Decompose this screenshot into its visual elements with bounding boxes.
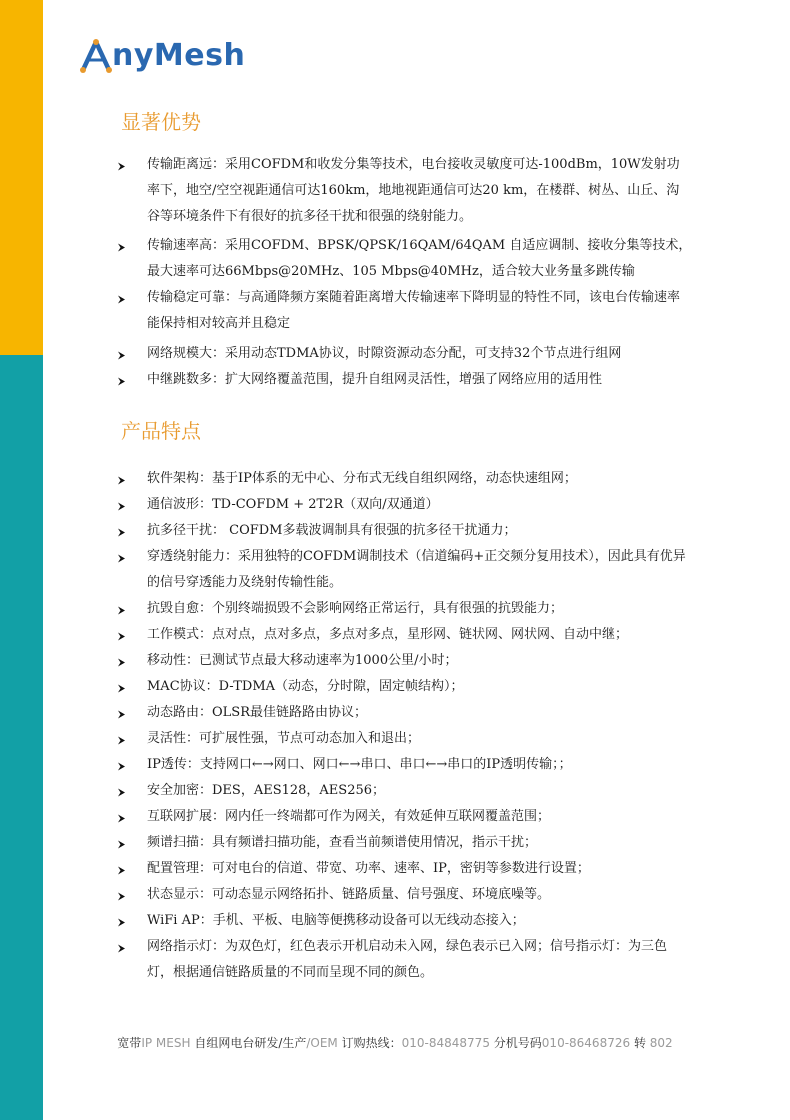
list-item-text: 工作模式：点对点，点对多点，多点对多点，星形网、链状网、网状网、自动中继；	[147, 627, 629, 642]
bullet-arrow-icon	[117, 788, 126, 797]
list-item-text: 通信波形：TD-COFDM + 2T2R（双向/双通道）	[147, 497, 439, 512]
list-item-text: 网络规模大：采用动态TDMA协议，时隙资源动态分配，可支持32个节点进行组网	[147, 346, 622, 361]
list-item	[117, 152, 692, 230]
bullet-arrow-icon	[117, 840, 126, 849]
bullet-arrow-icon	[117, 554, 126, 563]
bullet-arrow-icon	[117, 243, 126, 252]
list-item-text: 软件架构：基于IP体系的无中心、分布式无线自组织网络，动态快速组网；	[147, 471, 577, 486]
list-item	[117, 778, 692, 804]
list-item-text: 互联网扩展：网内任一终端都可作为网关，有效延伸互联网覆盖范围；	[147, 809, 551, 824]
footer-part: 宽带	[117, 1036, 142, 1050]
list-item	[117, 544, 692, 596]
list-item	[117, 908, 692, 934]
bullet-arrow-icon	[117, 528, 126, 537]
brand-logo	[80, 34, 245, 76]
side-bar-teal	[0, 355, 43, 1120]
bullet-arrow-icon	[117, 658, 126, 667]
list-item	[117, 882, 692, 908]
list-item-text: 灵活性：可扩展性强，节点可动态加入和退出；	[147, 731, 421, 746]
footer-part: 分机号码	[493, 1036, 542, 1050]
bullet-arrow-icon	[117, 351, 126, 360]
list-item-text: 传输稳定可靠：与高通降频方案随着距离增大传输速率下降明显的特性不同，该电台传输速率能保持相对较高并且稳定	[147, 290, 681, 331]
list-item	[117, 648, 692, 674]
bullet-arrow-icon	[117, 295, 126, 304]
list-item-text: 状态显示：可动态显示网络拓扑、链路质量、信号强度、环境底噪等。	[147, 887, 551, 902]
list-item	[117, 726, 692, 752]
bullet-arrow-icon	[117, 918, 126, 927]
logo-text: nyMesh	[112, 37, 246, 73]
footer-part: 自组网电台研发/生产	[194, 1036, 307, 1050]
footer-part: 转	[633, 1036, 646, 1050]
mesh-a-logo-icon	[80, 37, 114, 73]
list-item-text: 中继跳数多：扩大网络覆盖范围，提升自组网灵活性，增强了网络应用的适用性	[147, 372, 603, 387]
bullet-arrow-icon	[117, 684, 126, 693]
list-item-text: 网络指示灯：为双色灯，红色表示开机启动未入网，绿色表示已入网；信号指示灯：为三色灯，根据通信链路质量的不同而呈现不同的颜色。	[147, 939, 668, 980]
bullet-arrow-icon	[117, 502, 126, 511]
side-bar-yellow	[0, 0, 43, 355]
footer-part: /OEM	[306, 1036, 338, 1050]
bullet-arrow-icon	[117, 944, 126, 953]
list-item-text: WiFi AP：手机、平板、电脑等便携移动设备可以无线动态接入；	[147, 913, 525, 928]
list-item	[117, 622, 692, 648]
list-item	[117, 934, 692, 986]
list-item-text: 频谱扫描：具有频谱扫描功能，查看当前频谱使用情况，指示干扰；	[147, 835, 538, 850]
list-item	[117, 492, 692, 518]
list-item	[117, 804, 692, 830]
bullet-arrow-icon	[117, 476, 126, 485]
features-list	[117, 466, 692, 986]
bullet-arrow-icon	[117, 632, 126, 641]
footer-part: 订购热线：	[341, 1036, 402, 1050]
bullet-arrow-icon	[117, 736, 126, 745]
list-item	[117, 341, 692, 367]
bullet-arrow-icon	[117, 606, 126, 615]
bullet-arrow-icon	[117, 762, 126, 771]
list-item-text: 抗毁自愈：个别终端损毁不会影响网络正常运行，具有很强的抗毁能力；	[147, 601, 564, 616]
footer-part: 802	[649, 1036, 673, 1050]
list-item	[117, 466, 692, 492]
list-item-text: IP透传：支持网口←→网口、网口←→串口、串口←→串口的IP透明传输；；	[147, 757, 572, 772]
bullet-arrow-icon	[117, 866, 126, 875]
section-title-features: 产品特点	[121, 419, 201, 443]
list-item	[117, 285, 692, 337]
list-item	[117, 233, 692, 285]
footer-part: IP MESH	[141, 1036, 191, 1050]
list-item	[117, 752, 692, 778]
list-item	[117, 367, 692, 393]
footer-part: 010-84848775	[401, 1036, 490, 1050]
list-item	[117, 830, 692, 856]
list-item-text: 传输距离远：采用COFDM和收发分集等技术，电台接收灵敏度可达-100dBm，10W发射功率下，地空/空空视距通信可达160km，地地视距通信可达20 km，在楼群、树丛、山丘、沟谷等环境条件下有很好的抗多径干扰和很强的绕射能力。	[147, 157, 680, 224]
page-footer	[0, 1034, 790, 1051]
bullet-arrow-icon	[117, 162, 126, 171]
advantages-list	[117, 152, 692, 393]
footer-part: 010-86468726	[541, 1036, 631, 1050]
bullet-arrow-icon	[117, 814, 126, 823]
list-item-text: 移动性：已测试节点最大移动速率为1000公里/小时；	[147, 653, 458, 668]
bullet-arrow-icon	[117, 892, 126, 901]
list-item-text: 动态路由：OLSR最佳链路路由协议；	[147, 705, 367, 720]
section-title-advantages: 显著优势	[121, 110, 201, 134]
list-item-text: 穿透绕射能力：采用独特的COFDM调制技术（信道编码+正交频分复用技术），因此具有优异的信号穿透能力及绕射传输性能。	[147, 549, 686, 590]
bullet-arrow-icon	[117, 377, 126, 386]
list-item-text: 抗多径干扰： COFDM多载波调制具有很强的抗多径干扰通力；	[147, 523, 517, 538]
list-item	[117, 856, 692, 882]
list-item	[117, 700, 692, 726]
list-item-text: 安全加密：DES，AES128，AES256；	[147, 783, 386, 798]
list-item	[117, 518, 692, 544]
list-item	[117, 674, 692, 700]
bullet-arrow-icon	[117, 710, 126, 719]
list-item-text: MAC协议：D-TDMA（动态，分时隙，固定帧结构）；	[147, 679, 464, 694]
list-item-text: 传输速率高：采用COFDM、BPSK/QPSK/16QAM/64QAM 自适应调制、接收分集等技术，最大速率可达66Mbps@20MHz、105 Mbps@40MHz，适合较大业务量多跳传输	[147, 238, 692, 279]
list-item-text: 配置管理：可对电台的信道、带宽、功率、速率、IP，密钥等参数进行设置；	[147, 861, 590, 876]
list-item	[117, 596, 692, 622]
